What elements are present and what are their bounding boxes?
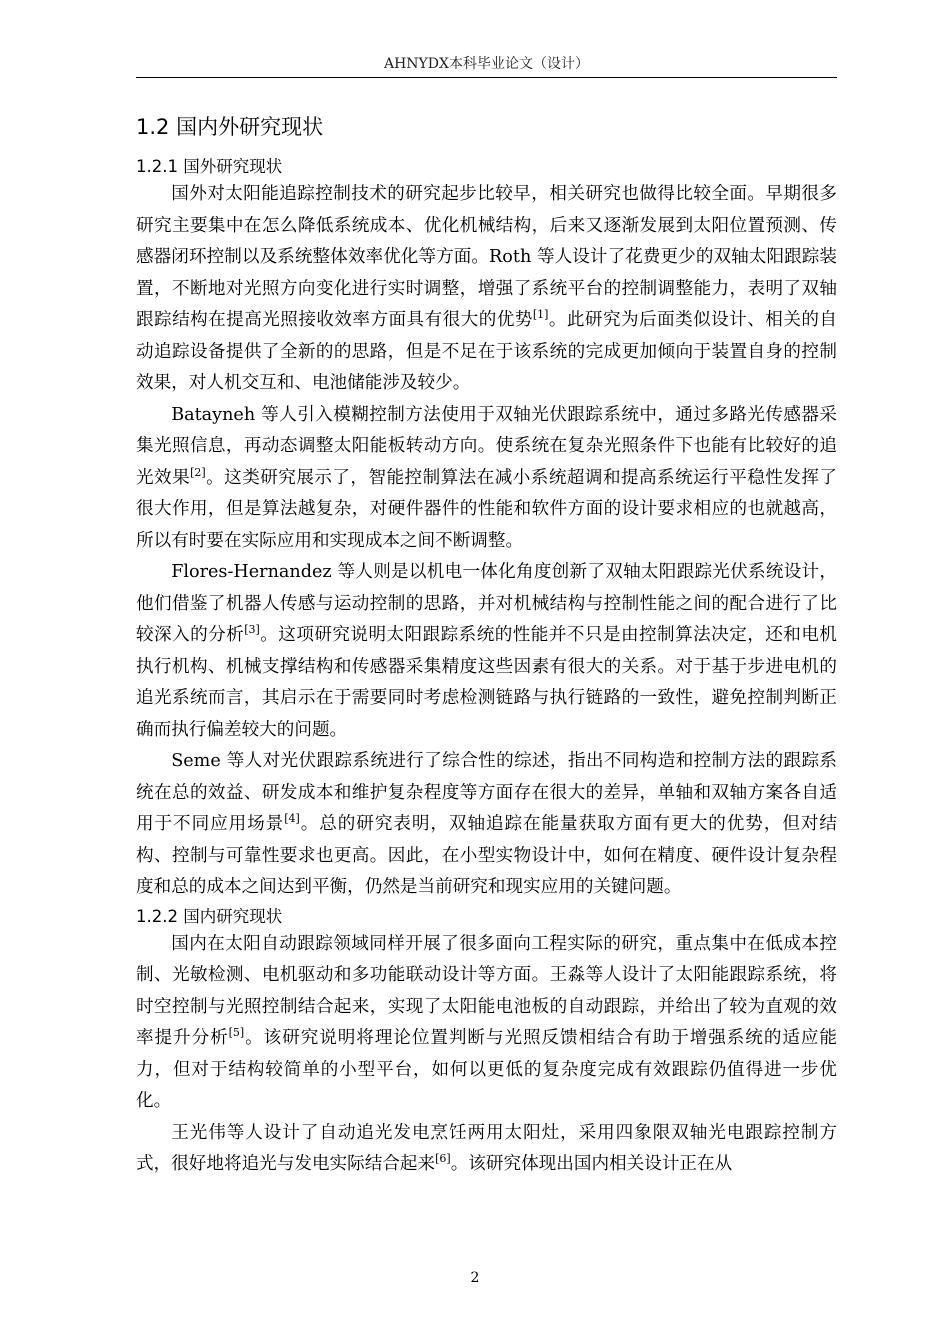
paragraph: 国外对太阳能追踪控制技术的研究起步比较早，相关研究也做得比较全面。早期很多研究主要集中在怎么降低系统成本、优化机械结构，后来又逐渐发展到太阳位置预测、传感器闭环控制以及系统整体效率优化等方面。Roth 等人设计了花费更少的双轴太阳跟踪装置，不断地对光照方向变化进行实时调整，增强了系统平台的控制调整能力，表明了双轴跟踪结构在提高光照接收效率方面具有很大的优势[1]。此研究为后面类似设计、相关的自动追踪设备提供了全新的的思路，但是不足在于该系统的完成更加倾向于装置自身的控制效果，对人机交互和、电池储能涉及较少。 xyxy=(136,184,837,393)
running-header: AHNYDX本科毕业论文（设计） xyxy=(383,56,589,72)
citation[interactable]: [6] xyxy=(435,1152,451,1166)
page-number: 2 xyxy=(470,1270,480,1286)
paragraph: 国内在太阳自动跟踪领域同样开展了很多面向工程实际的研究，重点集中在低成本控制、光敏检测、电机驱动和多功能联动设计等方面。王淼等人设计了太阳能跟踪系统，将时空控制与光照控制结合起来，实现了太阳能电池板的自动跟踪，并给出了较为直观的效率提升分析[5]。该研究说明将理论位置判断与光照反馈相结合有助于增强系统的适应能力，但对于结构较简单的小型平台，如何以更低的复杂度完成有效跟踪仍值得进一步优化。 xyxy=(136,933,837,1111)
subsection-title: 1.2.2 国内研究现状 xyxy=(136,906,283,926)
subsection-title: 1.2.1 国外研究现状 xyxy=(136,157,283,176)
paragraph: Seme 等人对光伏跟踪系统进行了综合性的综述，指出不同构造和控制方法的跟踪系统在总的效益、研发成本和维护复杂程度等方面存在很大的差异，单轴和双轴方案各自适用于不同应用场景[4]。总的研究表明，双轴追踪在能量获取方面有更大的优势，但对结构、控制与可靠性要求也更高。因此，在小型实物设计中，如何在精度、硬件设计复杂程度和总的成本之间达到平衡，仍然是当前研究和现实应用的关键问题。 xyxy=(136,751,837,897)
section-title: 1.2 国内外研究现状 xyxy=(136,115,324,139)
citation[interactable]: [4] xyxy=(284,812,300,826)
body-content xyxy=(136,112,837,1181)
citation[interactable]: [5] xyxy=(228,1026,245,1040)
header-rule xyxy=(136,77,837,78)
citation[interactable]: [2] xyxy=(190,465,206,479)
paragraph: Flores-Hernandez 等人则是以机电一体化角度创新了双轴太阳跟踪光伏系统设计，他们借鉴了机器人传感与运动控制的思路，并对机械结构与控制性能之间的配合进行了比较深入的分析[3]。这项研究说明太阳跟踪系统的性能并不只是由控制算法决定，还和电机执行机构、机械支撑结构和传感器采集精度这些因素有很大的关系。对于基于步进电机的追光系统而言，其启示在于需要同时考虑检测链路与执行链路的一致性，避免控制判断正确而执行偏差较大的问题。 xyxy=(136,562,837,740)
paragraph: Batayneh 等人引入模糊控制方法使用于双轴光伏跟踪系统中，通过多路光传感器采集光照信息，再动态调整太阳能板转动方向。使系统在复杂光照条件下也能有比较好的追光效果[2]。这类研究展示了，智能控制算法在减小系统超调和提高系统运行平稳性发挥了很大作用，但是算法越复杂，对硬件器件的性能和软件方面的设计要求相应的也就越高，所以有时要在实际应用和实现成本之间不断调整。 xyxy=(136,404,837,551)
paragraph: 王光伟等人设计了自动追光发电烹饪两用太阳灶，采用四象限双轴光电跟踪控制方式，很好地将追光与发电实际结合起来[6]。该研究体现出国内相关设计正在从 xyxy=(136,1122,837,1174)
citation[interactable]: [1] xyxy=(532,308,549,322)
citation[interactable]: [3] xyxy=(244,623,260,637)
